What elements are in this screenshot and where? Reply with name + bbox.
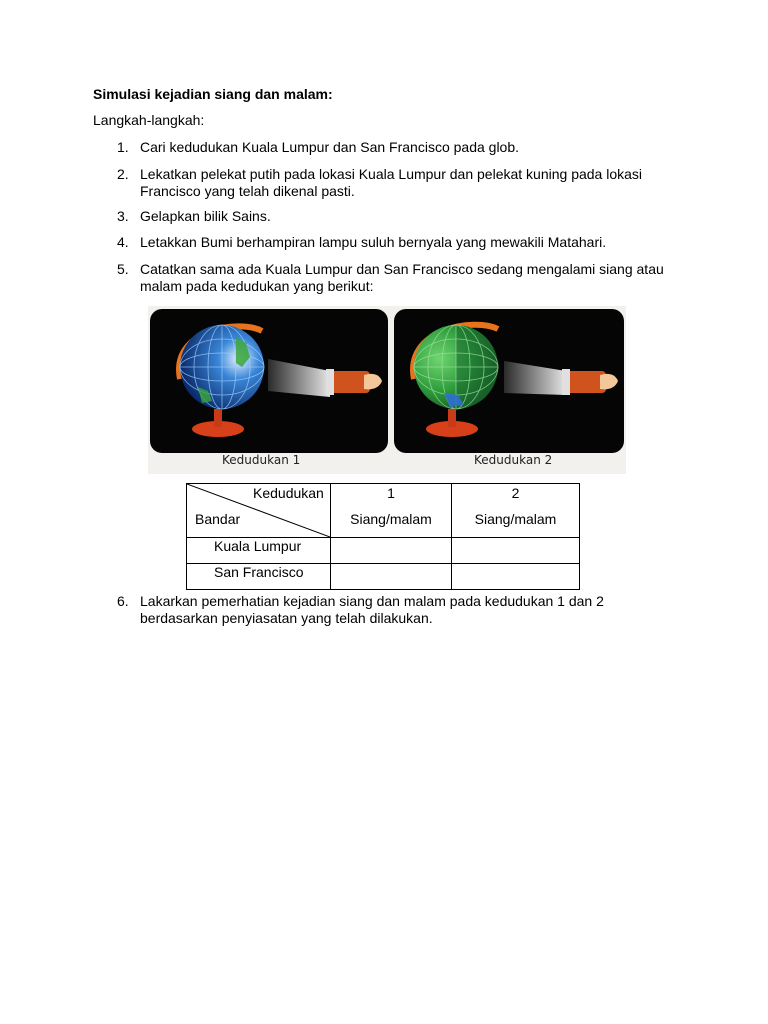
step-text: Gelapkan bilik Sains. xyxy=(140,208,271,224)
answer-cell[interactable] xyxy=(331,564,452,590)
column-header-1 xyxy=(331,484,452,538)
step-text: Lakarkan pemerhatian kejadian siang dan malam pada kedudukan 1 dan 2 berdasarkan penyiasatan yang telah dilakukan. xyxy=(140,593,604,626)
column-header-2 xyxy=(452,484,580,538)
step-number: 3. xyxy=(117,208,129,224)
answer-cell[interactable] xyxy=(452,564,580,590)
step-number: 5. xyxy=(117,261,129,277)
position-1-photo xyxy=(150,309,388,453)
row-label-kuala-lumpur: Kuala Lumpur xyxy=(187,538,331,564)
step-number: 6. xyxy=(117,593,129,609)
step-text: Cari kedudukan Kuala Lumpur dan San Francisco pada glob. xyxy=(140,139,520,155)
answer-cell[interactable] xyxy=(331,538,452,564)
globe-figure xyxy=(148,306,626,474)
globe-lamp-illustration-1 xyxy=(150,309,388,453)
column-subheader: Siang/malam xyxy=(350,511,432,527)
observation-table xyxy=(186,483,580,590)
corner-label-city: Bandar xyxy=(195,511,241,527)
position-2-photo xyxy=(394,309,624,453)
column-number: 2 xyxy=(511,485,520,501)
step-number: 2. xyxy=(117,166,129,182)
row-label-san-francisco: San Francisco xyxy=(187,564,331,590)
caption-position-2: Kedudukan 2 xyxy=(474,453,553,467)
column-number: 1 xyxy=(387,485,395,501)
globe-lamp-illustration-2 xyxy=(394,309,624,453)
step-text: Lekatkan pelekat putih pada lokasi Kuala Lumpur dan pelekat kuning pada lokasi Francisco yang telah dikenal pasti. xyxy=(140,166,643,199)
corner-label-position: Kedudukan xyxy=(253,485,324,501)
step-number: 4. xyxy=(117,234,129,250)
page-title: Simulasi kejadian siang dan malam: xyxy=(93,86,333,102)
answer-cell[interactable] xyxy=(452,538,580,564)
caption-position-1: Kedudukan 1 xyxy=(222,453,301,467)
table-corner-cell xyxy=(187,484,331,538)
step-number: 1. xyxy=(117,139,129,155)
steps-heading: Langkah-langkah: xyxy=(93,112,205,128)
step-text: Letakkan Bumi berhampiran lampu suluh bernyala yang mewakili Matahari. xyxy=(140,234,607,250)
step-text: Catatkan sama ada Kuala Lumpur dan San Francisco sedang mengalami siang atau malam pada kedudukan yang berikut: xyxy=(140,261,664,294)
column-subheader: Siang/malam xyxy=(474,511,557,527)
table-row xyxy=(187,564,580,590)
table-row xyxy=(187,538,580,564)
